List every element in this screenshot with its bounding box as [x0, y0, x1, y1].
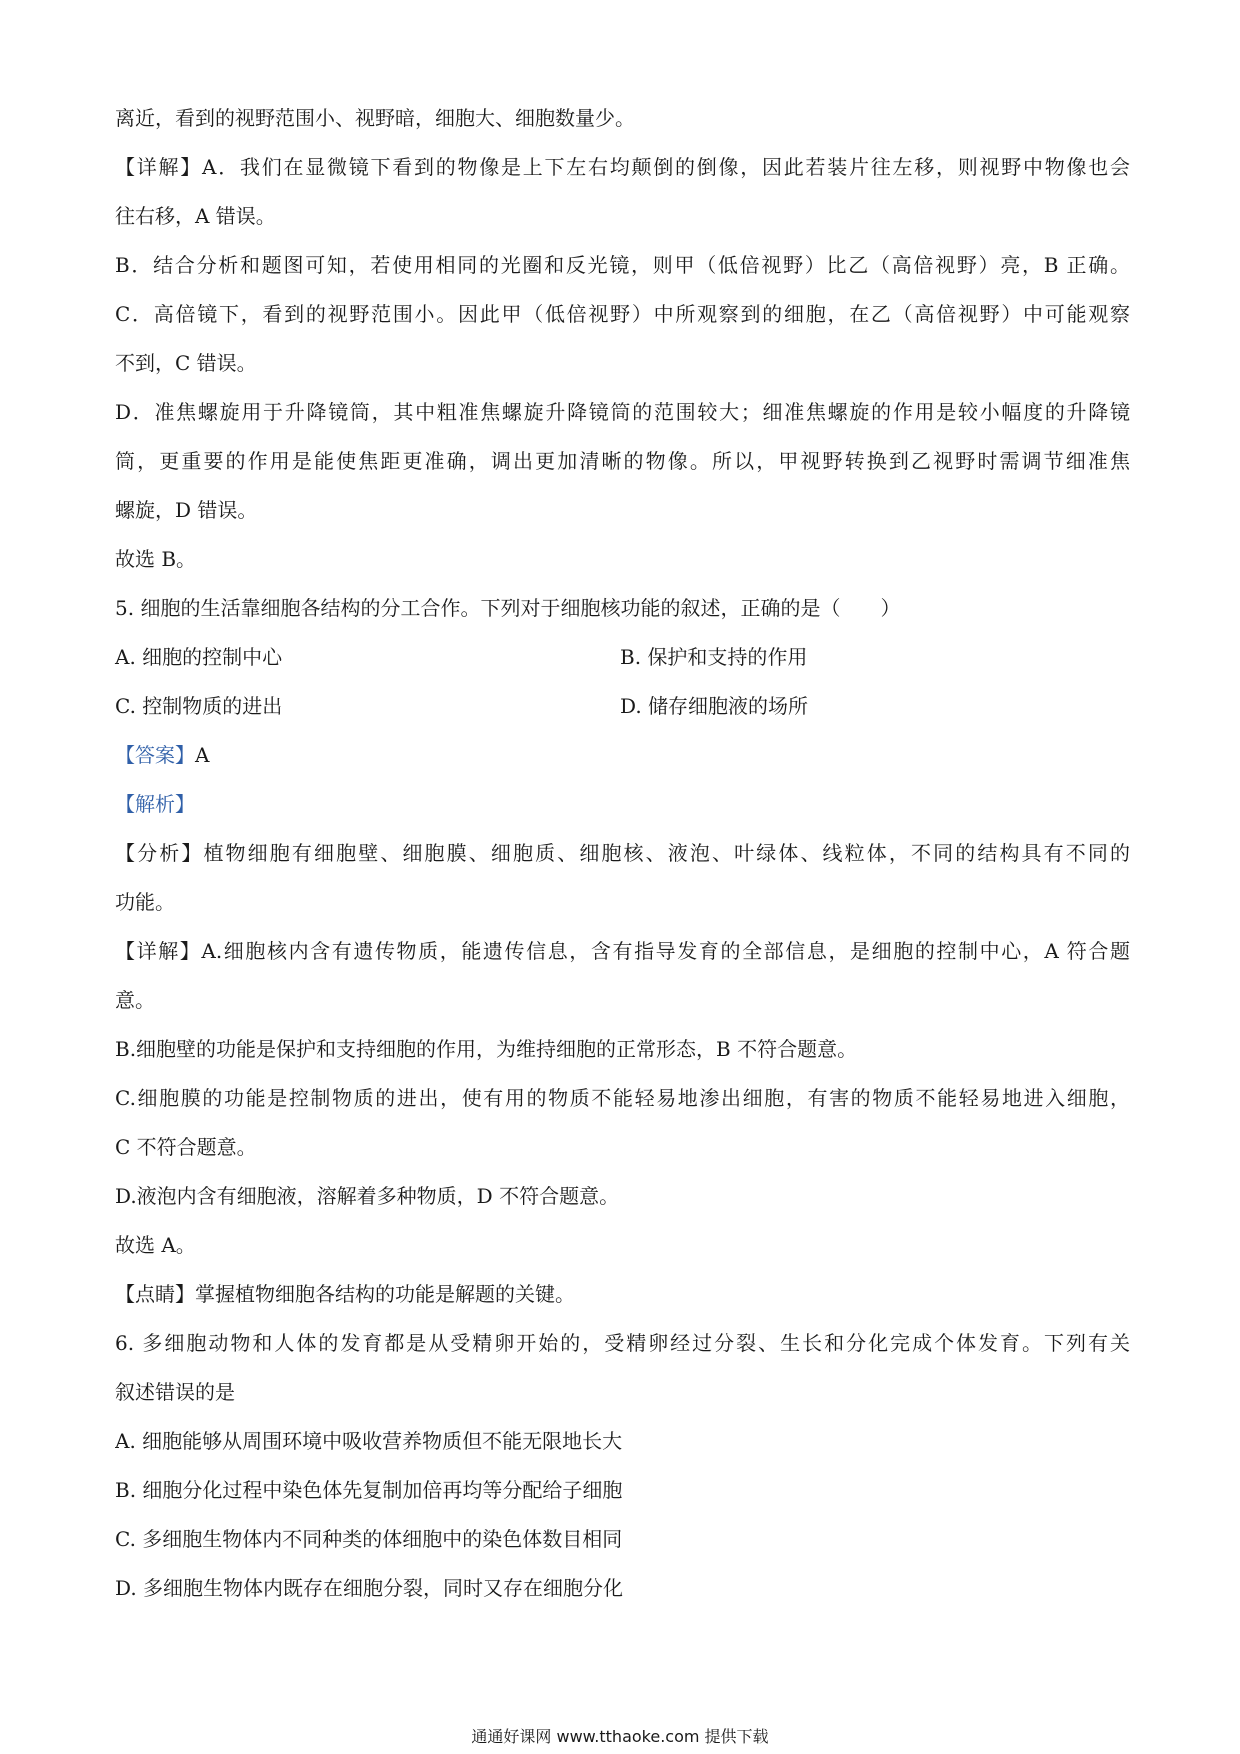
- q5-option-c-line-1: C.细胞膜的功能是控制物质的进出，使有用的物质不能轻易地渗出细胞，有害的物质不能轻易地进入细胞，: [115, 1086, 1130, 1110]
- q4-option-c-line-1: C．高倍镜下，看到的视野范围小。因此甲（低倍视野）中所观察到的细胞，在乙（高倍视野）中可能观察: [115, 302, 1130, 326]
- q5-option-a: A. 细胞的控制中心: [115, 645, 283, 669]
- q5-tip: 【点睛】掌握植物细胞各结构的功能是解题的关键。: [115, 1282, 575, 1306]
- q4-option-b-explanation: B．结合分析和题图可知，若使用相同的光圈和反光镜，则甲（低倍视野）比乙（高倍视野）亮，B 正确。: [115, 253, 1130, 277]
- q4-detail-a-line-1: 【详解】A．我们在显微镜下看到的物像是上下左右均颠倒的倒像，因此若装片往左移，则视野中物像也会: [115, 155, 1130, 179]
- q5-analysis-line-2: 功能。: [115, 890, 175, 914]
- q6-option-b: B. 细胞分化过程中染色体先复制加倍再均等分配给子细胞: [115, 1478, 623, 1502]
- q6-option-d: D. 多细胞生物体内既存在细胞分裂，同时又存在细胞分化: [115, 1576, 624, 1600]
- q5-stem: 5. 细胞的生活靠细胞各结构的分工合作。下列对于细胞核功能的叙述，正确的是（ ）: [115, 596, 901, 620]
- q5-choice: 故选 A。: [115, 1233, 196, 1257]
- q5-answer: [115, 731, 1130, 780]
- q5-option-b-explanation: B.细胞壁的功能是保护和支持细胞的作用，为维持细胞的正常形态，B 不符合题意。: [115, 1037, 858, 1061]
- q5-option-c: C. 控制物质的进出: [115, 694, 283, 718]
- q6-stem-line-1: 6. 多细胞动物和人体的发育都是从受精卵开始的，受精卵经过分裂、生长和分化完成个体发育。下列有关: [115, 1331, 1130, 1355]
- q5-option-d-explanation: D.液泡内含有细胞液，溶解着多种物质，D 不符合题意。: [115, 1184, 620, 1208]
- q4-option-c-line-2: 不到，C 错误。: [115, 351, 257, 375]
- intro-line: 离近，看到的视野范围小、视野暗，细胞大、细胞数量少。: [115, 106, 635, 130]
- footer-watermark: 通通好课网 www.tthaoke.com 提供下载: [471, 1727, 769, 1746]
- q5-detail-line-2: 意。: [115, 988, 155, 1012]
- q6-option-a: A. 细胞能够从周围环境中吸收营养物质但不能无限地长大: [115, 1429, 623, 1453]
- q5-detail-line-1: 【详解】A.细胞核内含有遗传物质，能遗传信息，含有指导发育的全部信息，是细胞的控制中心，A 符合题: [115, 939, 1130, 963]
- q5-option-b: B. 保护和支持的作用: [620, 645, 808, 669]
- q4-choice: 故选 B。: [115, 547, 197, 571]
- q4-option-d-line-1: D．准焦螺旋用于升降镜筒，其中粗准焦螺旋升降镜筒的范围较大；细准焦螺旋的作用是较小幅度的升降镜: [115, 400, 1130, 424]
- answer-label: 【答案】: [115, 743, 195, 767]
- analysis-label: 【解析】: [115, 792, 195, 816]
- q6-option-c: C. 多细胞生物体内不同种类的体细胞中的染色体数目相同: [115, 1527, 623, 1551]
- q4-detail-a-line-2: 往右移，A 错误。: [115, 204, 276, 228]
- q6-stem-line-2: 叙述错误的是: [115, 1380, 235, 1404]
- q5-option-c-line-2: C 不符合题意。: [115, 1135, 257, 1159]
- q5-option-d: D. 储存细胞液的场所: [620, 694, 809, 718]
- q5-analysis-line-1: 【分析】植物细胞有细胞壁、细胞膜、细胞质、细胞核、液泡、叶绿体、线粒体，不同的结构具有不同的: [115, 841, 1130, 865]
- q4-option-d-line-3: 螺旋，D 错误。: [115, 498, 258, 522]
- q4-option-d-line-2: 筒，更重要的作用是能使焦距更准确，调出更加清晰的物像。所以，甲视野转换到乙视野时需调节细准焦: [115, 449, 1130, 473]
- answer-value: A: [195, 743, 210, 767]
